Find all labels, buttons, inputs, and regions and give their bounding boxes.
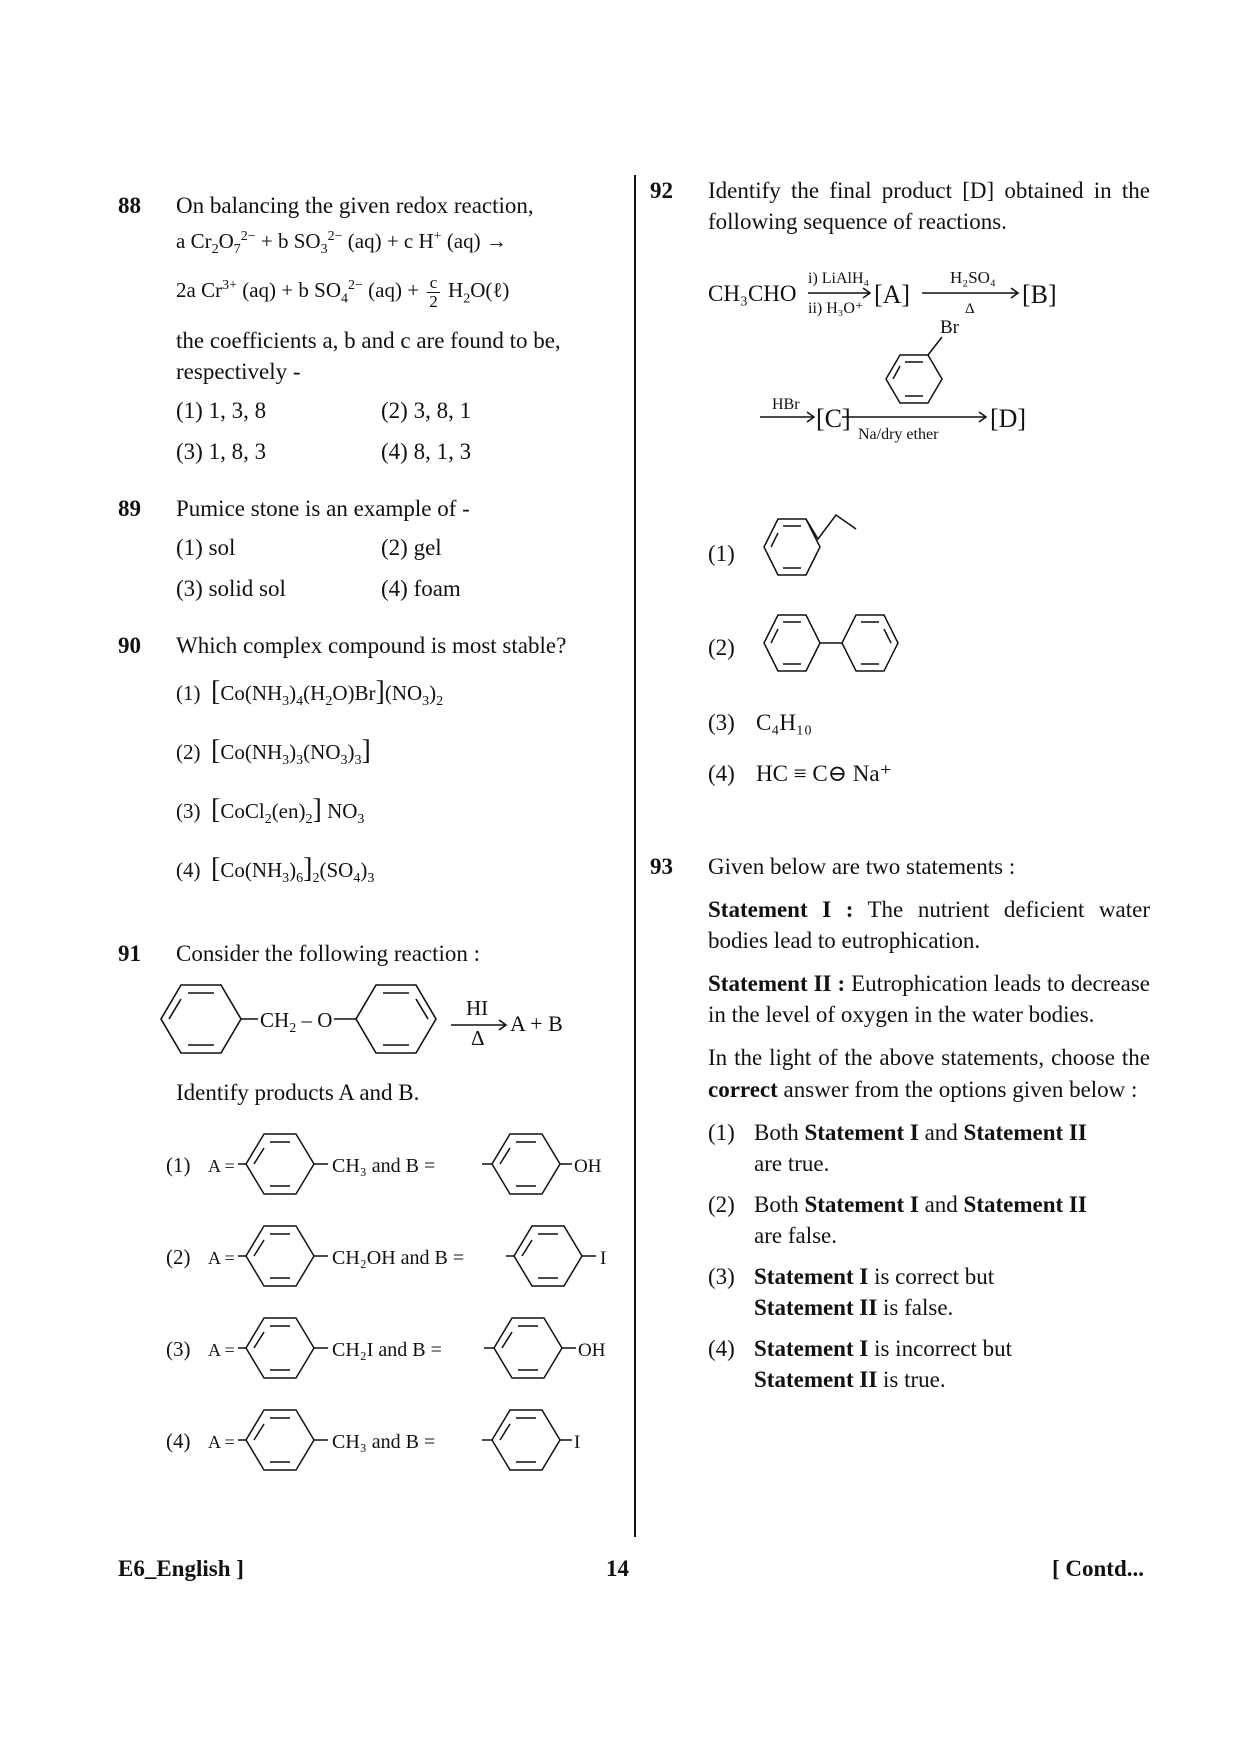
bromo-label: Br bbox=[940, 317, 959, 339]
option-3-right: OH bbox=[578, 1339, 606, 1361]
biphenyl-structure bbox=[756, 607, 916, 687]
footer-right: [ Contd... bbox=[1051, 1556, 1144, 1581]
option-1-a: A = bbox=[208, 1155, 235, 1176]
option-2-right: I bbox=[600, 1247, 607, 1269]
option-4[interactable]: (4) HC ≡ C⊖ Na⁺ bbox=[708, 758, 1150, 789]
ethylbenzene-structure bbox=[756, 513, 896, 593]
option-2[interactable]: (2) bbox=[708, 607, 1150, 687]
option-2[interactable]: (2) 3, 8, 1 bbox=[381, 397, 472, 423]
option-4-text: HC ≡ C⊖ Na⁺ bbox=[756, 761, 892, 787]
option-4[interactable]: (4) foam bbox=[381, 576, 461, 602]
step2-bottom: Δ bbox=[965, 301, 975, 318]
benzene-ring-2 bbox=[356, 985, 436, 1053]
option-2-a: A = bbox=[208, 1247, 235, 1268]
options bbox=[708, 1117, 1150, 1395]
option-1[interactable]: (1) Both Statement I and Statement II are true. bbox=[708, 1119, 1087, 1176]
benzene-ring-1 bbox=[161, 985, 241, 1053]
option-4-right: I bbox=[574, 1431, 581, 1453]
option-3-left: CH₂I and B = bbox=[332, 1338, 442, 1361]
option-2-left: CH₂OH and B = bbox=[332, 1246, 465, 1269]
final-product-d: [D] bbox=[990, 404, 1027, 434]
option-1[interactable]: (1) bbox=[708, 513, 1150, 593]
statement-2: Statement II : Eutrophication leads to decrease in the level of oxygen in the water bodies. bbox=[708, 971, 1150, 1028]
question-text-2: the coefficients a, b and c are found to be, respectively - bbox=[176, 327, 561, 384]
question-number: 88 bbox=[118, 193, 141, 218]
option-2[interactable]: (2) Both Statement I and Statement II are false. bbox=[708, 1191, 1087, 1248]
question-text: Given below are two statements : bbox=[708, 854, 1016, 880]
intermediate-b: [B] bbox=[1022, 280, 1057, 310]
option-1[interactable]: (1) 1, 3, 8 bbox=[176, 397, 267, 423]
question-92 bbox=[650, 175, 1150, 789]
step3-reagent: HBr bbox=[772, 396, 800, 414]
step2-top: H₂SO₄ bbox=[950, 268, 996, 288]
heat-symbol: Δ bbox=[471, 1025, 485, 1050]
question-88 bbox=[118, 190, 628, 467]
option-4-label: (4) bbox=[166, 1428, 191, 1453]
question-number: 91 bbox=[118, 940, 141, 966]
intermediate-c: [C] bbox=[816, 404, 851, 434]
page-number: 14 bbox=[606, 1556, 629, 1581]
option-1-label: (1) bbox=[166, 1152, 191, 1177]
footer-left: E6_English ] bbox=[118, 1556, 244, 1581]
option-3[interactable]: (3) 1, 8, 3 bbox=[176, 438, 267, 464]
left-column bbox=[118, 190, 628, 1480]
options bbox=[176, 395, 628, 467]
option-4[interactable]: (4) Statement I is incorrect but Statement II is true. bbox=[708, 1335, 1013, 1392]
question-93 bbox=[650, 851, 1150, 1395]
instruction: In the light of the above statements, choose the correct answer from the options given below : bbox=[708, 1045, 1150, 1102]
question-91 bbox=[118, 938, 628, 1480]
option-3[interactable]: (3) C₄H₁₀ bbox=[708, 707, 1150, 738]
option-2[interactable]: (2) $[Co(NH_3)_3(NO_3)_3]$ bbox=[176, 735, 371, 769]
option-4-a: A = bbox=[208, 1431, 235, 1452]
redox-equation-line1: a $Cr_2O_7^{2-} + b$ $SO_3^{2-}$ (aq) + c H+ (aq) → bbox=[176, 229, 507, 258]
options bbox=[176, 673, 628, 889]
option-4[interactable]: (4) 8, 1, 3 bbox=[381, 438, 472, 464]
option-2-label: (2) bbox=[166, 1244, 191, 1269]
options-diagram bbox=[164, 1122, 644, 1472]
question-text: Which complex compound is most stable? bbox=[176, 633, 567, 659]
step1-bottom: ii) H₃O⁺ bbox=[808, 300, 864, 318]
options bbox=[176, 532, 628, 604]
option-3[interactable]: (3) $[CoCl_2(en)_2]$ $NO_3$ bbox=[176, 794, 365, 828]
option-1[interactable]: (1) $[Co(NH_3)_4(H_2O)Br](NO_3)_2$ bbox=[176, 676, 444, 710]
question-89 bbox=[118, 493, 628, 604]
redox-equation-line2: 2a $Cr^{3+}$ (aq) + b $SO_4^{2-}$ (aq) + $\frac{c}{2}$ $H_2O(\ell)$ bbox=[176, 273, 510, 311]
option-1-left: CH₃ and B = bbox=[332, 1154, 436, 1177]
option-2[interactable]: (2) gel bbox=[381, 535, 442, 561]
question-text: Consider the following reaction : bbox=[176, 940, 481, 966]
question-90 bbox=[118, 630, 628, 889]
step1-top: i) LiAlH₄ bbox=[808, 270, 870, 288]
option-1-right: OH bbox=[574, 1155, 602, 1177]
question-text: Pumice stone is an example of - bbox=[176, 496, 470, 521]
statement-1: Statement I : The nutrient deficient water bodies lead to eutrophication. bbox=[708, 897, 1150, 954]
start-compound: CH₃CHO bbox=[708, 281, 797, 307]
question-text: On balancing the given redox reaction, bbox=[176, 193, 534, 218]
step4-bottom: Na/dry ether bbox=[858, 426, 939, 444]
products: A + B bbox=[510, 1010, 563, 1036]
option-3[interactable]: (3) Statement I is correct but Statement II is false. bbox=[708, 1263, 995, 1320]
ether-cleavage-reaction bbox=[136, 975, 596, 1065]
option-3[interactable]: (3) solid sol bbox=[176, 576, 286, 602]
option-3-a: A = bbox=[208, 1339, 235, 1360]
option-4-left: CH₃ and B = bbox=[332, 1430, 436, 1453]
option-1[interactable]: (1) sol bbox=[176, 535, 236, 561]
option-3-text: C₄H₁₀ bbox=[756, 710, 813, 736]
question-number: 89 bbox=[118, 496, 141, 521]
right-column bbox=[650, 175, 1150, 1395]
reagent-hi: HI bbox=[466, 995, 489, 1020]
question-text-2: Identify products A and B. bbox=[176, 1079, 420, 1105]
question-text: Identify the final product [D] obtained in the following sequence of reactions. bbox=[708, 178, 1150, 235]
question-number: 92 bbox=[650, 178, 673, 203]
question-number: 93 bbox=[650, 854, 673, 880]
question-number: 90 bbox=[118, 633, 141, 659]
options bbox=[164, 1122, 628, 1480]
reaction-sequence bbox=[708, 251, 1148, 491]
option-4[interactable]: (4) $[Co(NH_3)_6]_2(SO_4)_3$ bbox=[176, 853, 375, 887]
option-3-label: (3) bbox=[166, 1336, 191, 1361]
intermediate-a: [A] bbox=[874, 280, 911, 310]
ch2o-label: $CH_2$ – O bbox=[260, 1007, 333, 1036]
